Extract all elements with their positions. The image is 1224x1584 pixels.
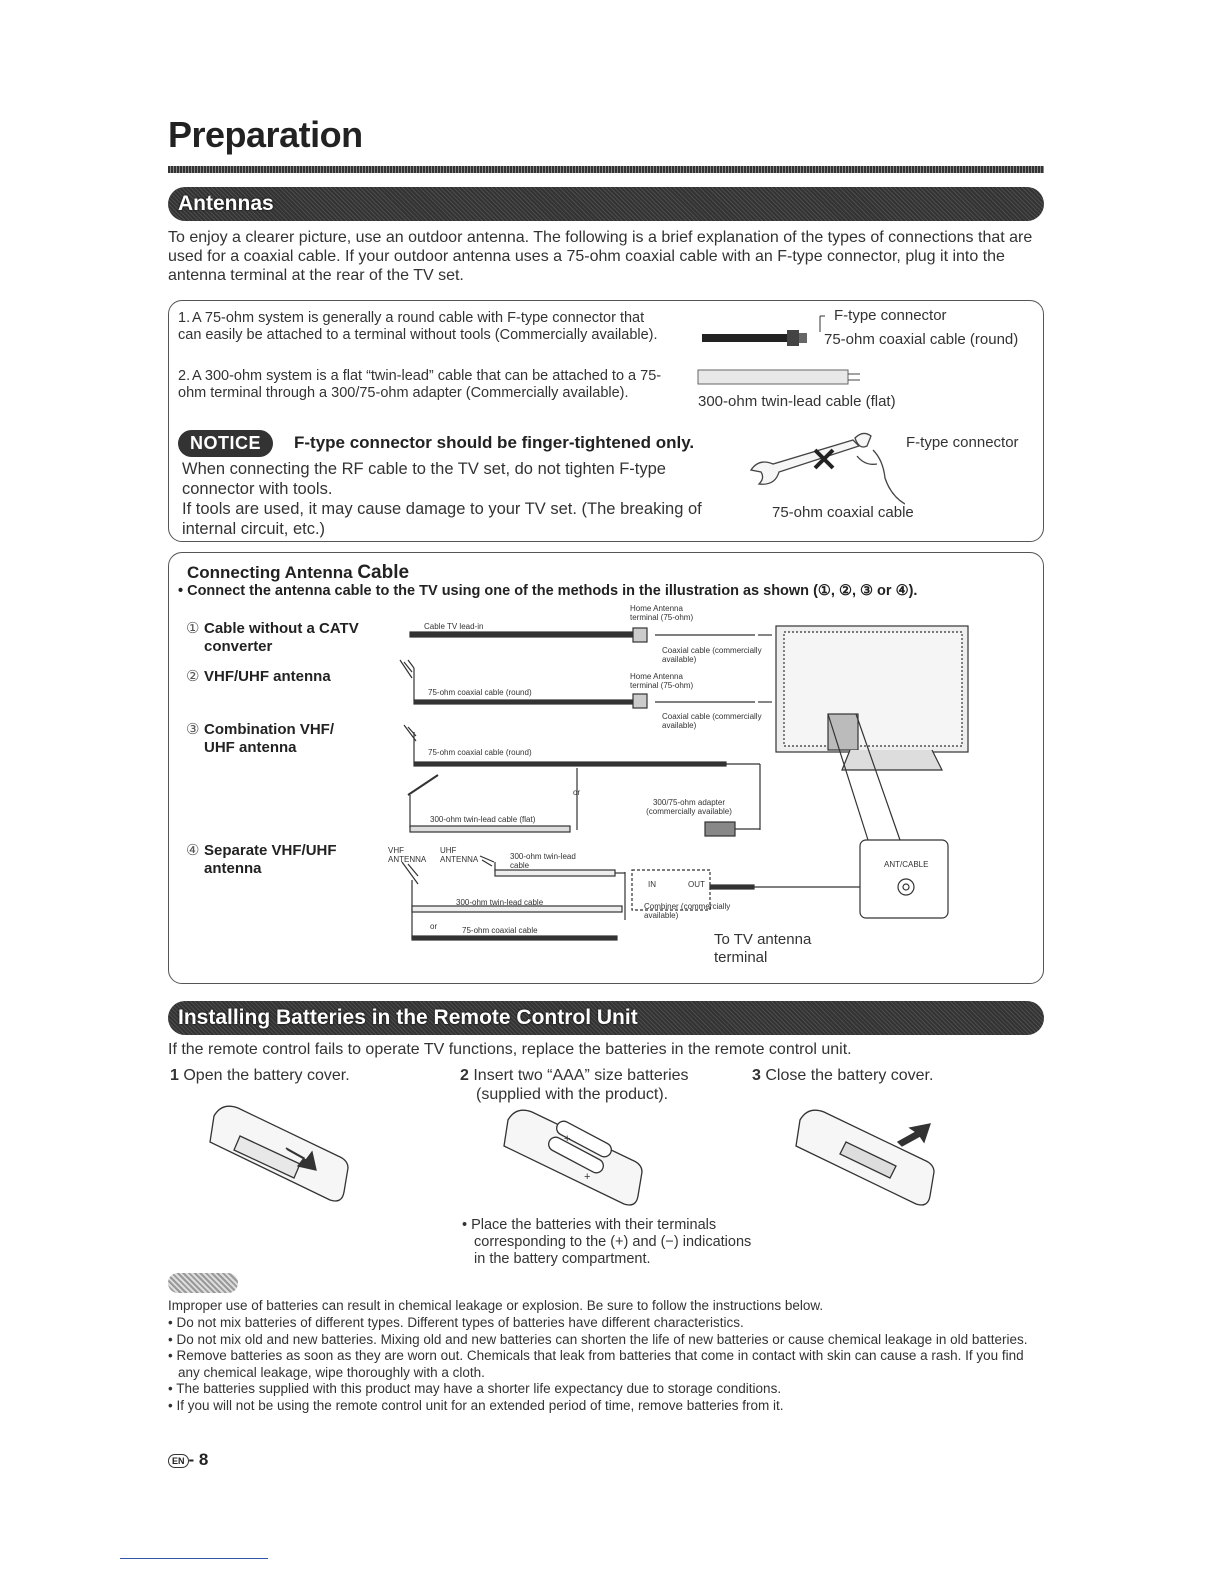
antenna-item-1 — [178, 310, 668, 344]
lang-badge: EN — [168, 1454, 189, 1468]
caution-item-3: • Remove batteries as soon as they are worn out. Chemicals that leak from batteries that come in contact with skin can cause a rash. If you find any chemical leakage, wipe thoroughly with a cloth. — [168, 1348, 1024, 1380]
antennas-heading: Antennas — [178, 192, 274, 215]
wall-terminal-2 — [633, 694, 647, 708]
combiner-in-label: IN — [648, 880, 656, 889]
adapter-shape — [705, 822, 735, 836]
uhf-antenna-icon — [480, 856, 494, 866]
home-antenna-terminal-label: Home Antenna terminal (75-ohm) — [630, 604, 694, 622]
method-2 — [186, 668, 386, 686]
method-3-label: Combination VHF/ UHF antenna — [204, 721, 334, 756]
ftype-connector-label: F-type connector — [834, 307, 947, 324]
antenna-item-1-text: A 75-ohm system is generally a round cable with F-type connector that can easily be attached to a terminal without tools (Commercially available). — [178, 310, 658, 343]
footer-rule — [120, 1558, 268, 1559]
cable-tv-lead-in-label: Cable TV lead-in — [424, 622, 484, 631]
page-number-text: - 8 — [188, 1450, 209, 1469]
wrench-illustration — [745, 420, 905, 510]
twin-lead-flat-label: 300-ohm twin-lead cable (flat) — [698, 393, 896, 410]
coax-round-label-2: 75-ohm coaxial cable (round) — [428, 688, 532, 697]
method-3 — [186, 721, 386, 757]
close-arrow-icon — [898, 1124, 930, 1146]
caution-item-2: • Do not mix old and new batteries. Mixing old and new batteries can shorten the life of new batteries or cause chemical leakage in old batteries. — [168, 1331, 1028, 1347]
step-1-text: Open the battery cover. — [183, 1067, 350, 1084]
round-coax-cable — [702, 334, 787, 342]
coax-round-label-3: 75-ohm coaxial cable (round) — [428, 748, 532, 757]
coax-round-label: 75-ohm coaxial cable (round) — [824, 331, 1019, 348]
twin-lead-300-label: 300-ohm twin-lead cable — [510, 852, 576, 870]
battery-step-1 — [170, 1066, 430, 1085]
battery-place-note: • Place the batteries with their terminals corresponding to the (+) and (−) indications in the battery compartment. — [462, 1217, 752, 1267]
caution-item-4: • The batteries supplied with this product may have a shorter life expectancy due to storage conditions. — [168, 1381, 782, 1396]
method-1-label: Cable without a CATV converter — [204, 620, 359, 655]
caution-intro: Improper use of batteries can result in chemical leakage or explosion. Be sure to follow the instructions below. — [168, 1298, 824, 1313]
coaxial-cable-label-2: Coaxial cable (commercially available) — [662, 712, 762, 730]
step-1-num: 1 — [170, 1067, 179, 1084]
coax-round-line-3 — [414, 762, 726, 766]
page-title: Preparation — [168, 114, 363, 155]
svg-text:+: + — [564, 1133, 571, 1145]
coax-cable-label: 75-ohm coaxial cable — [772, 504, 914, 521]
antenna-item-2-num: 2. — [178, 368, 191, 384]
caution-item-1: • Do not mix batteries of different types. Different types of batteries have different characteristics. — [168, 1315, 744, 1330]
connecting-heading — [187, 562, 409, 584]
notice-heading: F-type connector should be finger-tightened only. — [294, 433, 695, 452]
home-antenna-terminal-label-2: Home Antenna terminal (75-ohm) — [630, 672, 694, 690]
method-2-label: VHF/UHF antenna — [204, 668, 331, 685]
step-2-text: Insert two “AAA” size batteries (supplied with the product). — [473, 1067, 689, 1103]
to-tv-terminal-label: To TV antenna terminal — [714, 931, 812, 966]
batteries-intro: If the remote control fails to operate TV functions, replace the batteries in the remote control unit. — [168, 1041, 852, 1058]
twin-lead-flat-label-2: 300-ohm twin-lead cable (flat) — [430, 815, 536, 824]
ant-cable-label: ANT/CABLE — [884, 860, 929, 869]
antenna-item-2 — [178, 368, 668, 402]
antennas-heading-band — [168, 187, 1044, 221]
caution-badge — [168, 1273, 238, 1293]
coaxial-cable-label: Coaxial cable (commercially available) — [662, 646, 762, 664]
wrench-icon — [751, 440, 859, 484]
ftype-connector-shape — [787, 330, 799, 346]
combination-antenna-icon-2 — [408, 775, 438, 795]
vhf-antenna-label: VHF ANTENNA — [388, 846, 427, 864]
caution-list — [168, 1315, 1044, 1414]
method-2-num: ② — [186, 668, 200, 685]
antennas-intro: To enjoy a clearer picture, use an outdoor antenna. The following is a brief explanation of the types of connections that are used for a coaxial cable. If your outdoor antenna uses a 75-ohm coaxial cable with an F-type connector, plug it into the antenna terminal at the rear of the TV set. — [168, 229, 1033, 284]
method-1-num: ① — [186, 620, 200, 637]
separate-antenna-icon — [402, 862, 418, 884]
connecting-instruction: • Connect the antenna cable to the TV using one of the methods in the illustration as shown (①, ②, ③ or ④). — [178, 583, 918, 599]
wall-terminal-1 — [633, 628, 647, 642]
method-1 — [186, 620, 386, 656]
caution-item-5: • If you will not be using the remote control unit for an extended period of time, remove batteries from it. — [168, 1397, 784, 1413]
coax-round-line-2 — [414, 700, 632, 704]
battery-step-3 — [752, 1066, 1012, 1085]
ftype-connector-label-2: F-type connector — [906, 434, 1019, 451]
svg-text:+: + — [584, 1171, 591, 1183]
title-rule — [168, 166, 1044, 173]
remote-open-illustration — [200, 1102, 360, 1207]
coax-75-line — [412, 936, 617, 940]
antenna-item-1-num: 1. — [178, 310, 191, 326]
page-number — [168, 1450, 208, 1470]
twin-lead-300-label-b: 300-ohm twin-lead cable — [456, 898, 544, 907]
vhf-uhf-antenna-icon — [400, 660, 414, 678]
adapter-label: 300/75-ohm adapter (commercially available) — [646, 798, 732, 816]
or-label-1: or — [573, 788, 581, 797]
batteries-heading: Installing Batteries in the Remote Control Unit — [178, 1006, 638, 1029]
cable-tv-lead-in-line — [410, 632, 632, 637]
battery-step-2 — [460, 1066, 730, 1104]
coax-75-label: 75-ohm coaxial cable — [462, 926, 538, 935]
notice-text: When connecting the RF cable to the TV set, do not tighten F-type connector with tools. If tools are used, it may cause damage to your TV set. (The breaking of internal circuit, etc.) — [182, 460, 702, 538]
method-4 — [186, 842, 386, 878]
step-3-num: 3 — [752, 1067, 761, 1084]
remote-insert-illustration — [494, 1102, 654, 1212]
method-4-num: ④ — [186, 842, 200, 859]
connecting-heading-b: Cable — [357, 562, 410, 583]
method-4-label: Separate VHF/UHF antenna — [204, 842, 337, 877]
antenna-item-2-text: A 300-ohm system is a flat “twin-lead” cable that can be attached to a 75-ohm terminal through a 300/75-ohm adapter (Commercially available). — [178, 368, 662, 401]
notice-badge: NOTICE — [178, 430, 273, 457]
method-3-num: ③ — [186, 721, 200, 738]
combiner-label: Combiner (commercially available) — [644, 902, 731, 920]
batteries-heading-band — [168, 1001, 1044, 1035]
combiner-out-label: OUT — [688, 880, 705, 889]
or-label-2: or — [430, 922, 438, 931]
step-3-text: Close the battery cover. — [765, 1067, 934, 1084]
uhf-antenna-label: UHF ANTENNA — [440, 846, 479, 864]
connecting-heading-a: Connecting Antenna — [187, 563, 358, 582]
flat-twin-lead-cable — [698, 370, 848, 384]
step-2-num: 2 — [460, 1067, 469, 1084]
remote-close-illustration — [786, 1102, 946, 1212]
